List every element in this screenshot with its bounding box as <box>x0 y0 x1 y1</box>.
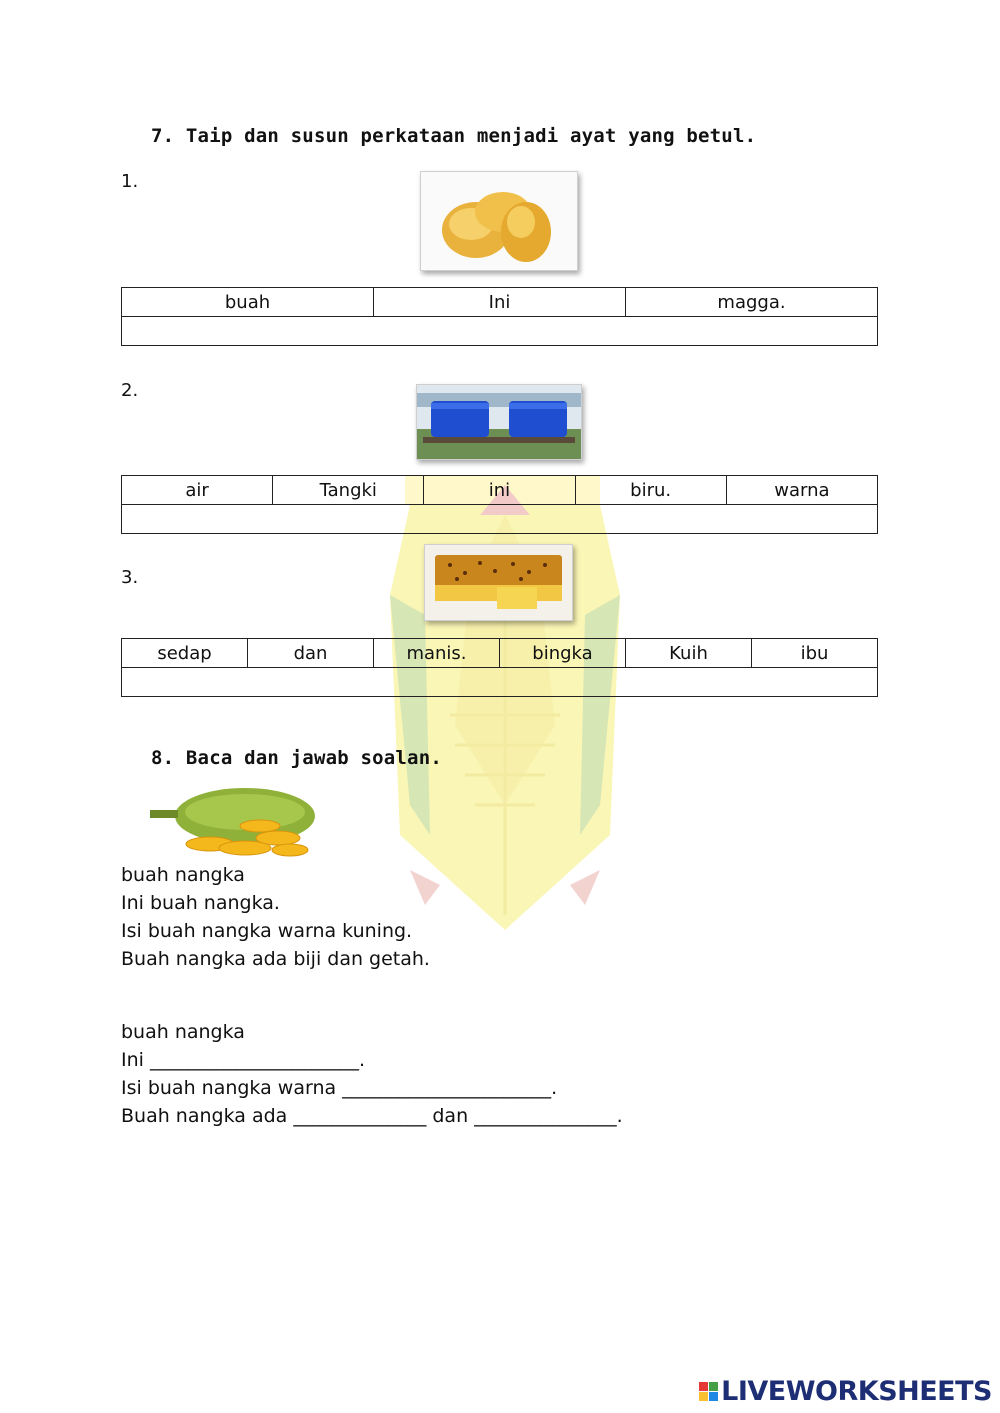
question-3-table <box>121 638 878 697</box>
badge-square <box>709 1382 718 1391</box>
passage-line: Buah nangka ada biji dan getah. <box>121 948 430 970</box>
jackfruit-icon <box>150 786 320 861</box>
word-tile[interactable]: ini <box>424 476 575 505</box>
fill-in-line[interactable]: Isi buah nangka warna ______________________. <box>121 1077 558 1099</box>
fill-in-line: buah nangka <box>121 1021 245 1043</box>
kuih-bingka-image <box>424 544 573 621</box>
passage-line: buah nangka <box>121 864 245 886</box>
word-tile[interactable]: dan <box>248 639 374 668</box>
mango-image <box>420 171 578 271</box>
badge-square <box>699 1392 708 1401</box>
brand-name: LIVEWORKSHEETS <box>721 1376 992 1407</box>
word-tile[interactable]: ibu <box>752 639 878 668</box>
water-tank-image <box>416 384 582 460</box>
badge-square <box>699 1382 708 1391</box>
kuih-bingka-icon <box>425 545 572 620</box>
word-tile[interactable]: warna <box>726 476 877 505</box>
word-tile[interactable]: bingka <box>500 639 626 668</box>
water-tank-icon <box>417 385 581 459</box>
section-7-heading: 7. Taip dan susun perkataan menjadi ayat yang betul. <box>151 125 757 147</box>
fill-in-line[interactable]: Buah nangka ada ______________ dan _______________. <box>121 1105 623 1127</box>
question-1-table <box>121 287 878 346</box>
word-tile[interactable]: buah <box>122 288 374 317</box>
section-8-heading: 8. Baca dan jawab soalan. <box>151 747 442 769</box>
badge-square <box>709 1392 718 1401</box>
word-tile[interactable]: manis. <box>374 639 500 668</box>
word-tile[interactable]: sedap <box>122 639 248 668</box>
liveworksheets-logo <box>699 1376 992 1407</box>
question-1-number: 1. <box>121 171 139 192</box>
word-tile[interactable]: biru. <box>575 476 726 505</box>
word-tile[interactable]: air <box>122 476 273 505</box>
word-tile[interactable]: Kuih <box>626 639 752 668</box>
word-tile[interactable]: Tangki <box>273 476 424 505</box>
question-2-answer-field[interactable] <box>122 505 878 534</box>
word-tile[interactable]: Ini <box>374 288 626 317</box>
question-1-answer-field[interactable] <box>122 317 878 346</box>
passage-line: Ini buah nangka. <box>121 892 280 914</box>
mango-icon <box>421 172 577 270</box>
passage-line: Isi buah nangka warna kuning. <box>121 920 413 942</box>
question-3-number: 3. <box>121 567 139 588</box>
liveworksheets-badge-icon <box>699 1382 718 1401</box>
question-2-number: 2. <box>121 380 139 401</box>
question-2-table <box>121 475 878 534</box>
fill-in-line[interactable]: Ini ______________________. <box>121 1049 366 1071</box>
word-tile[interactable]: magga. <box>626 288 878 317</box>
question-3-answer-field[interactable] <box>122 668 878 697</box>
